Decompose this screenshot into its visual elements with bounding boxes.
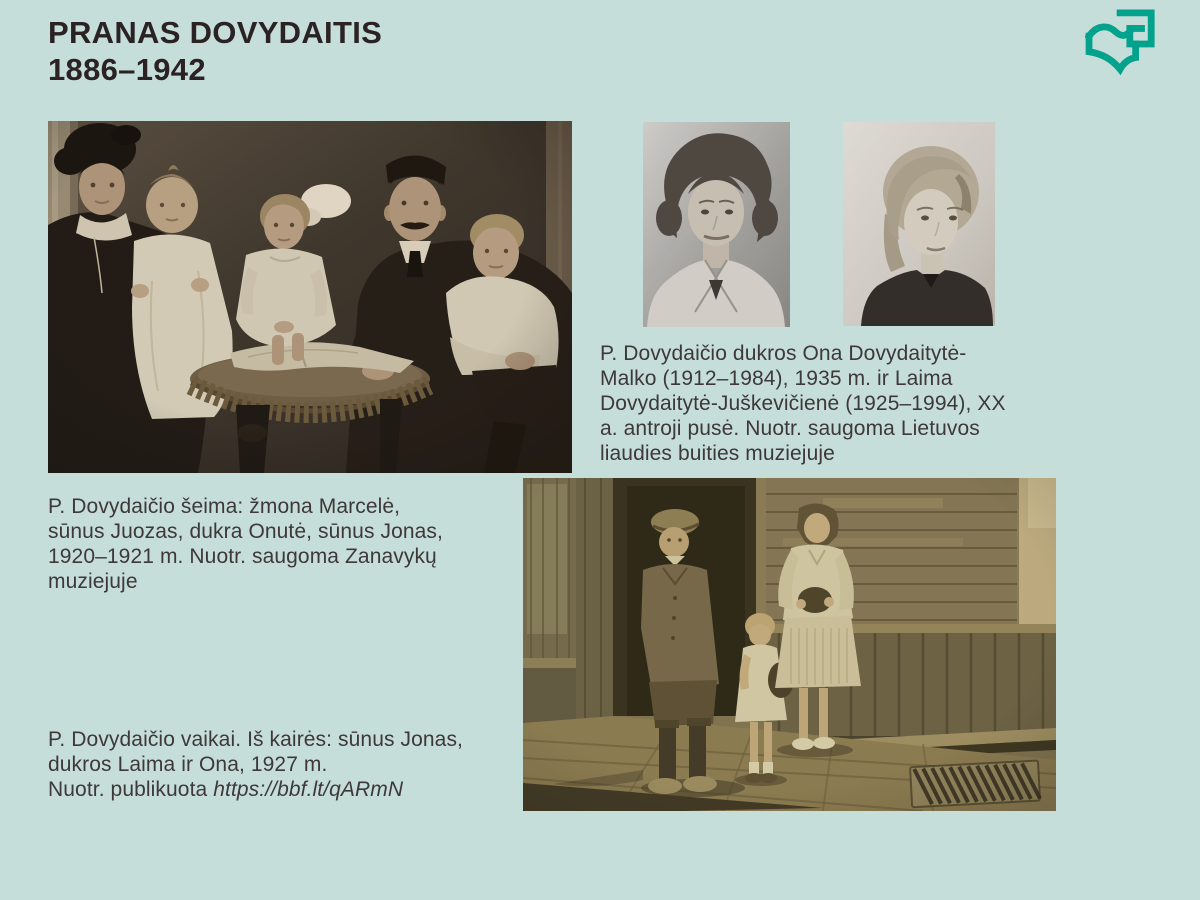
caption-family [48, 494, 443, 594]
photo-children-1927 [523, 478, 1056, 811]
page-title [48, 14, 382, 88]
caption-line: P. Dovydaičio dukros Ona Dovydaitytė- [600, 342, 967, 365]
porch-photo-image [523, 478, 1056, 811]
caption-line: P. Dovydaičio šeima: žmona Marcelė, [48, 495, 401, 518]
library-logo [1085, 9, 1163, 77]
open-book-logo-icon [1085, 9, 1163, 77]
caption-line: dukros Laima ir Ona, 1927 m. [48, 753, 328, 776]
caption-children [48, 727, 463, 802]
caption-line: P. Dovydaičio vaikai. Iš kairės: sūnus Jonas, [48, 728, 463, 751]
caption-line: sūnus Juozas, dukra Onutė, sūnus Jonas, [48, 520, 443, 543]
caption-line [48, 777, 463, 802]
photo-portrait-laima [843, 122, 995, 326]
caption-line: muziejuje [48, 570, 138, 593]
caption-line: Dovydaitytė-Juškevičienė (1925–1994), XX [600, 392, 1006, 415]
ona-portrait-image [643, 122, 790, 327]
person-dates: 1886–1942 [48, 52, 206, 87]
caption-credit: Nuotr. publikuota [48, 778, 214, 801]
laima-portrait-image [843, 122, 995, 326]
photo-source-link[interactable]: https://bbf.lt/qARmN [213, 778, 404, 801]
caption-line: 1920–1921 m. Nuotr. saugoma Zanavykų [48, 545, 437, 568]
caption-line: a. antroji pusė. Nuotr. saugoma Lietuvos [600, 417, 980, 440]
photo-portrait-ona [643, 122, 790, 327]
caption-daughters [600, 341, 1006, 466]
caption-line: liaudies buities muziejuje [600, 442, 835, 465]
person-name: PRANAS DOVYDAITIS [48, 15, 383, 50]
family-photo-image [48, 121, 572, 473]
photo-family-1920 [48, 121, 572, 473]
caption-line: Malko (1912–1984), 1935 m. ir Laima [600, 367, 953, 390]
